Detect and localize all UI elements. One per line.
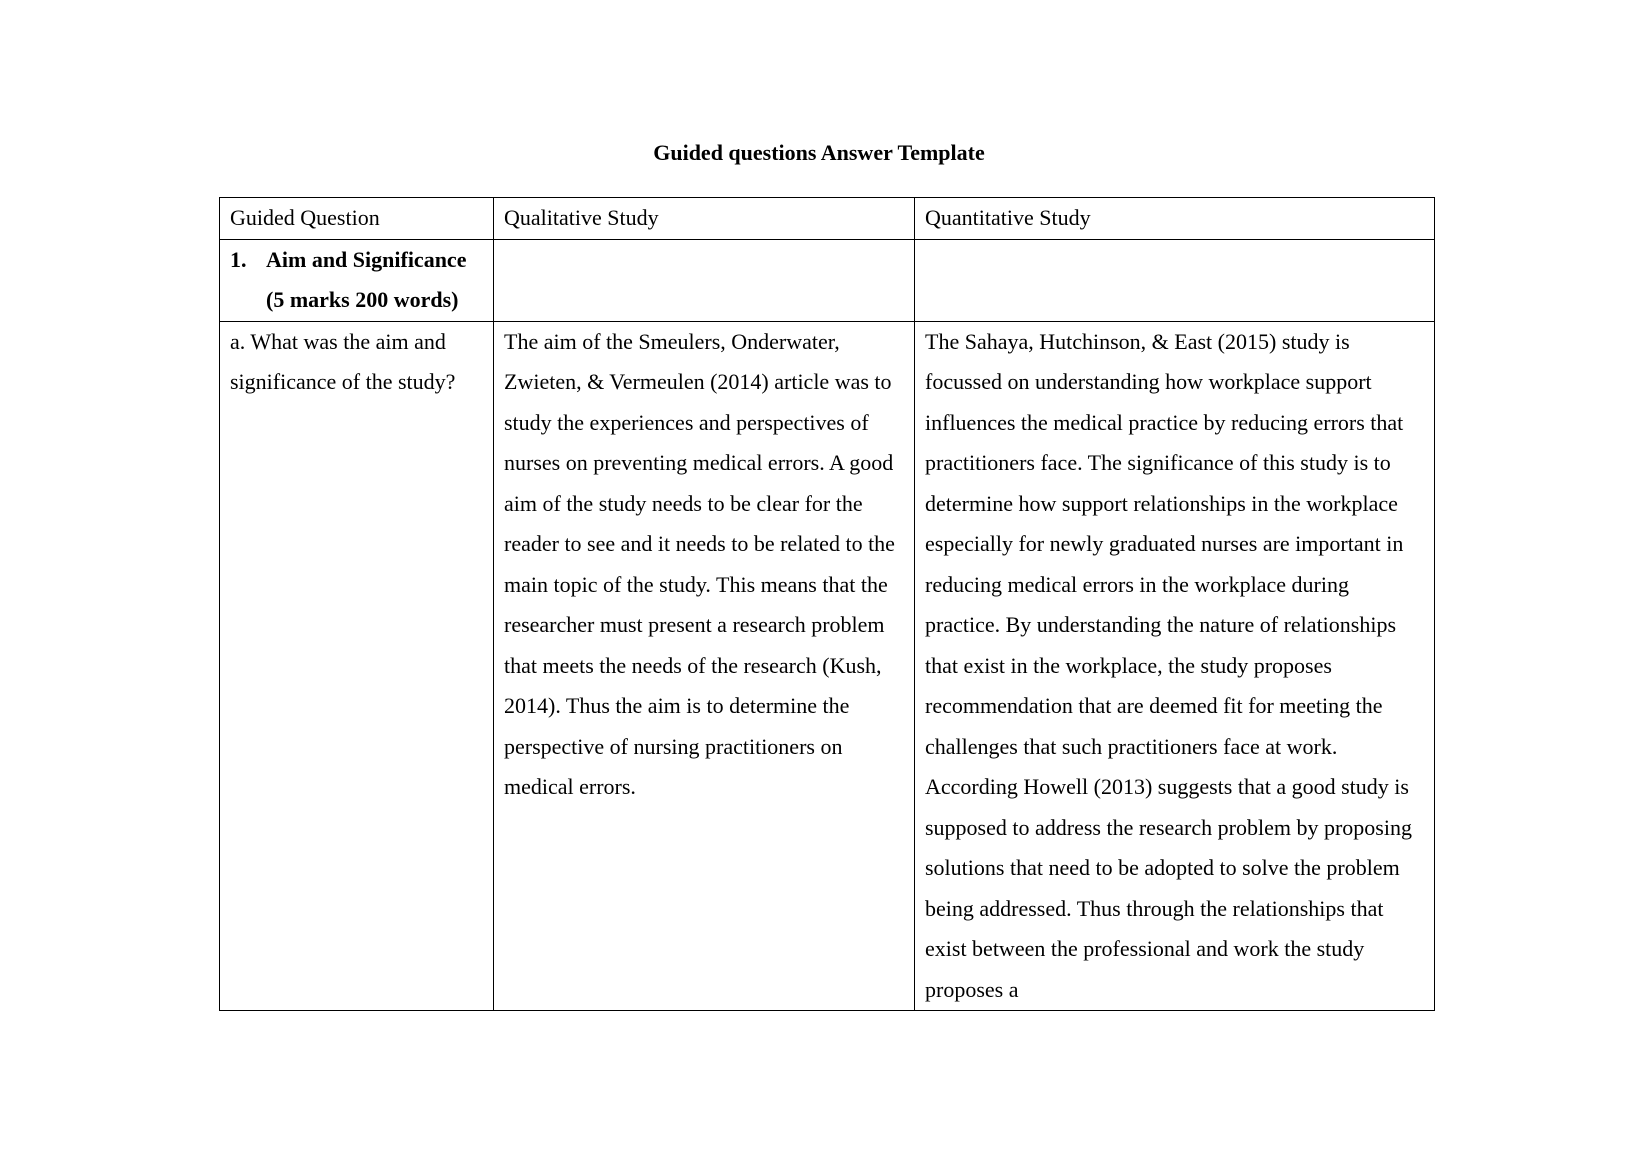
section-empty-qualitative [494,239,915,321]
page-title: Guided questions Answer Template [653,140,985,165]
guided-questions-table [219,197,1435,1011]
header-quantitative-study: Quantitative Study [915,198,1435,240]
section-title: Aim and Significance [266,246,467,272]
section-number: 1. [230,246,247,272]
quantitative-answer-text: The Sahaya, Hutchinson, & East (2015) study is focussed on understanding how workplace support influences the medical practice by reducing errors that practitioners face. The significance of this study is to determine how support relationships in the workplace especially for newly graduated nurses are important in reducing medical errors in the workplace during practice. By understanding the nature of relationships that exist in the workplace, the study proposes recommendation that are deemed fit for meeting the challenges that such practitioners face at work. According Howell (2013) suggests that a good study is supposed to address the research problem by proposing solutions that need to be adopted to solve the problem being addressed. Thus through the relationships that exist between the professional and work the study proposes a [925,328,1412,1002]
section-marks: (5 marks 200 words) [266,287,459,312]
header-qualitative-study: Qualitative Study [494,198,915,240]
section-row [220,239,1435,321]
header-guided-question: Guided Question [220,198,494,240]
table-row [220,321,1435,1011]
section-heading-cell [220,239,494,321]
table-header-row [220,198,1435,240]
section-empty-quantitative [915,239,1435,321]
quantitative-answer-cell [915,321,1435,1011]
qualitative-answer-cell [494,321,915,1011]
question-text: a. What was the aim and significance of the study? [230,328,456,394]
qualitative-answer-text: The aim of the Smeulers, Onderwater, Zwieten, & Vermeulen (2014) article was to study the experiences and perspectives of nurses on preventing medical errors. A good aim of the study needs to be clear for the reader to see and it needs to be related to the main topic of the study. This means that the researcher must present a research problem that meets the needs of the research (Kush, 2014). Thus the aim is to determine the perspective of nursing practitioners on medical errors. [504,328,895,799]
question-cell [220,321,494,1011]
